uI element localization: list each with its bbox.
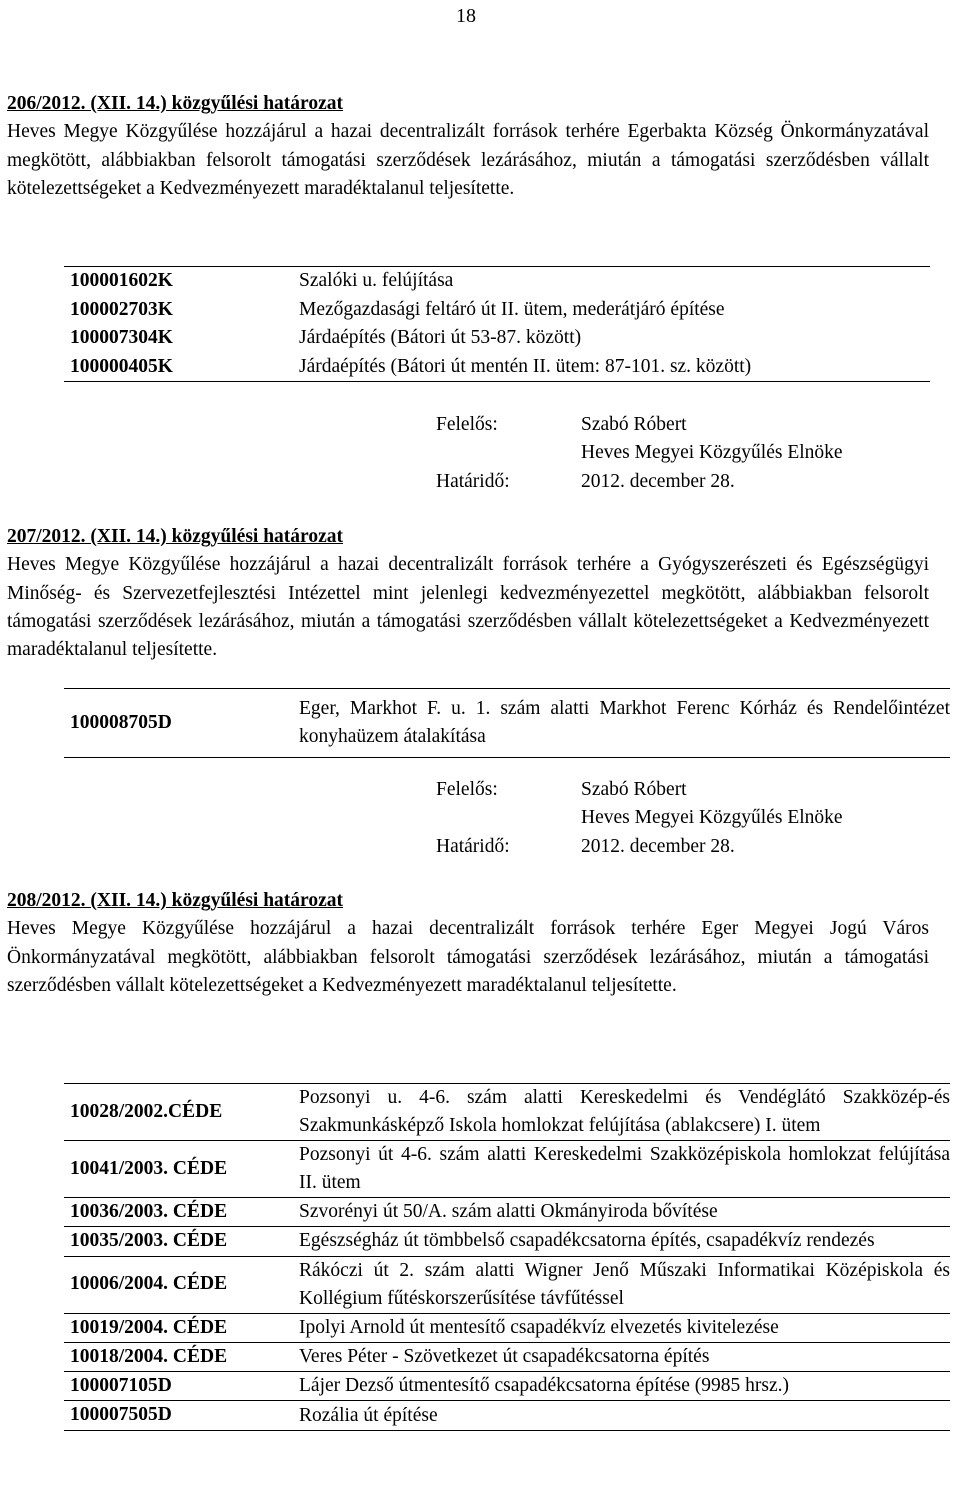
responsible-title: Heves Megyei Közgyűlés Elnöke — [581, 442, 843, 464]
responsible-title: Heves Megyei Közgyűlés Elnöke — [581, 807, 843, 829]
table-row — [64, 1342, 950, 1371]
resolution-body: Heves Megye Közgyűlése hozzájárul a hazai decentralizált források terhére Egerbakta Község Önkormányzatával megkötött, alábbiakban felsorolt támogatási szerződések lezárásához, miután a támogatási szerződésben vállalt kötelezettségeket a Kedvezményezett maradéktalanul teljesítette. — [7, 121, 929, 199]
table-row — [64, 1372, 950, 1401]
project-code: 10041/2003. CÉDE — [64, 1141, 287, 1198]
project-description: Pozsonyi út 4-6. szám alatti Kereskedelmi Szakközépiskola homlokzat felújítása II. ütem — [287, 1141, 950, 1198]
table-row — [64, 353, 930, 382]
resolution-body: Heves Megye Közgyűlése hozzájárul a hazai decentralizált források terhére a Gyógyszerészeti és Egészségügyi Minőség- és Szervezetfejlesztési Intézettel mint jelenlegi kedvezményezettel megkötött, alábbiakban felsorolt támogatási szerződések lezárásához, miután a támogatási szerződésben vállalt kötelezettségeket a Kedvezményezett maradéktalanul teljesítette. — [7, 554, 929, 661]
project-description: Mezőgazdasági feltáró út II. ütem, mederátjáró építése — [299, 298, 725, 320]
table-row — [64, 1084, 950, 1141]
project-code: 100001602K — [70, 270, 173, 292]
project-table — [64, 266, 930, 382]
project-code: 10006/2004. CÉDE — [64, 1256, 287, 1313]
resolution-title: 208/2012. (XII. 14.) közgyűlési határozat — [7, 890, 344, 911]
project-description: Szalóki u. felújítása — [299, 270, 454, 292]
page-number: 18 — [456, 5, 476, 27]
project-description: Rozália út építése — [299, 1404, 438, 1426]
project-description: Pozsonyi u. 4-6. szám alatti Kereskedelmi és Vendéglátó Szakközép-és Szakmunkásképző Iskola homlokzat felújítása (ablakcsere) I. ütem — [287, 1084, 950, 1141]
table-row — [64, 296, 930, 325]
project-description: Rákóczi út 2. szám alatti Wigner Jenő Műszaki Informatikai Középiskola és Kollégium fűtéskorszerűsítése távfűtéssel — [287, 1256, 950, 1313]
project-code: 100007304K — [70, 327, 173, 349]
responsible-name: Szabó Róbert — [581, 779, 687, 800]
resolution-206 — [7, 90, 929, 203]
project-description: Veres Péter - Szövetkezet út csapadékcsatorna építés — [287, 1342, 950, 1371]
project-code: 100007505D — [70, 1404, 172, 1426]
table-row — [64, 1401, 950, 1430]
deadline-date: 2012. december 28. — [581, 835, 735, 857]
project-code: 10028/2002.CÉDE — [64, 1084, 287, 1141]
project-description: Lájer Dezső útmentesítő csapadékcsatorna építése (9985 hrsz.) — [287, 1372, 950, 1401]
project-code: 10036/2003. CÉDE — [64, 1198, 287, 1227]
project-description: Szvorényi út 50/A. szám alatti Okmányiroda bővítése — [287, 1198, 950, 1227]
table-row — [64, 1198, 950, 1227]
resolution-207 — [7, 523, 929, 664]
project-code: 10018/2004. CÉDE — [64, 1342, 287, 1371]
project-table — [64, 688, 950, 758]
project-code: 10035/2003. CÉDE — [64, 1227, 287, 1256]
project-code: 100000405K — [70, 355, 173, 377]
table-row — [64, 1141, 950, 1198]
resolution-208 — [7, 887, 929, 1000]
responsible-name: Szabó Róbert — [581, 414, 687, 435]
deadline-label: Határidő: — [436, 470, 510, 492]
table-row — [64, 1313, 950, 1342]
project-description: Ipolyi Arnold út mentesítő csapadékvíz elvezetés kivitelezése — [287, 1313, 950, 1342]
table-row — [64, 324, 930, 353]
project-code: 100008705D — [70, 711, 172, 733]
responsible-label: Felelős: — [436, 414, 498, 435]
deadline-date: 2012. december 28. — [581, 470, 735, 492]
project-code: 10019/2004. CÉDE — [64, 1313, 287, 1342]
resolution-body: Heves Megye Közgyűlése hozzájárul a hazai decentralizált források terhére Eger Megyei Jogú Város Önkormányzatával megkötött, alábbiakban felsorolt támogatási szerződések lezárásához, miután a támogatási szerződésben vállalt kötelezettségeket a Kedvezményezett maradéktalanul teljesítette. — [7, 918, 929, 996]
project-description: Járdaépítés (Bátori út mentén II. ütem: 87-101. sz. között) — [299, 355, 752, 377]
project-code: 100007105D — [64, 1372, 287, 1401]
responsibility-block — [436, 411, 843, 496]
table-row — [64, 689, 950, 758]
project-description: Egészségház út tömbbelső csapadékcsatorna építés, csapadékvíz rendezés — [287, 1227, 950, 1256]
project-description: Járdaépítés (Bátori út 53-87. között) — [299, 327, 582, 349]
project-description: Eger, Markhot F. u. 1. szám alatti Markhot Ferenc Kórház és Rendelőintézet konyhaüzem átalakítása — [299, 697, 950, 747]
responsibility-block — [436, 776, 843, 861]
table-row — [64, 1256, 950, 1313]
project-table — [64, 1083, 950, 1431]
responsible-label: Felelős: — [436, 779, 498, 800]
project-code: 100002703K — [70, 298, 173, 320]
resolution-title: 206/2012. (XII. 14.) közgyűlési határozat — [7, 93, 344, 114]
table-row — [64, 1227, 950, 1256]
resolution-title: 207/2012. (XII. 14.) közgyűlési határozat — [7, 526, 344, 547]
table-row — [64, 267, 930, 296]
deadline-label: Határidő: — [436, 835, 510, 857]
